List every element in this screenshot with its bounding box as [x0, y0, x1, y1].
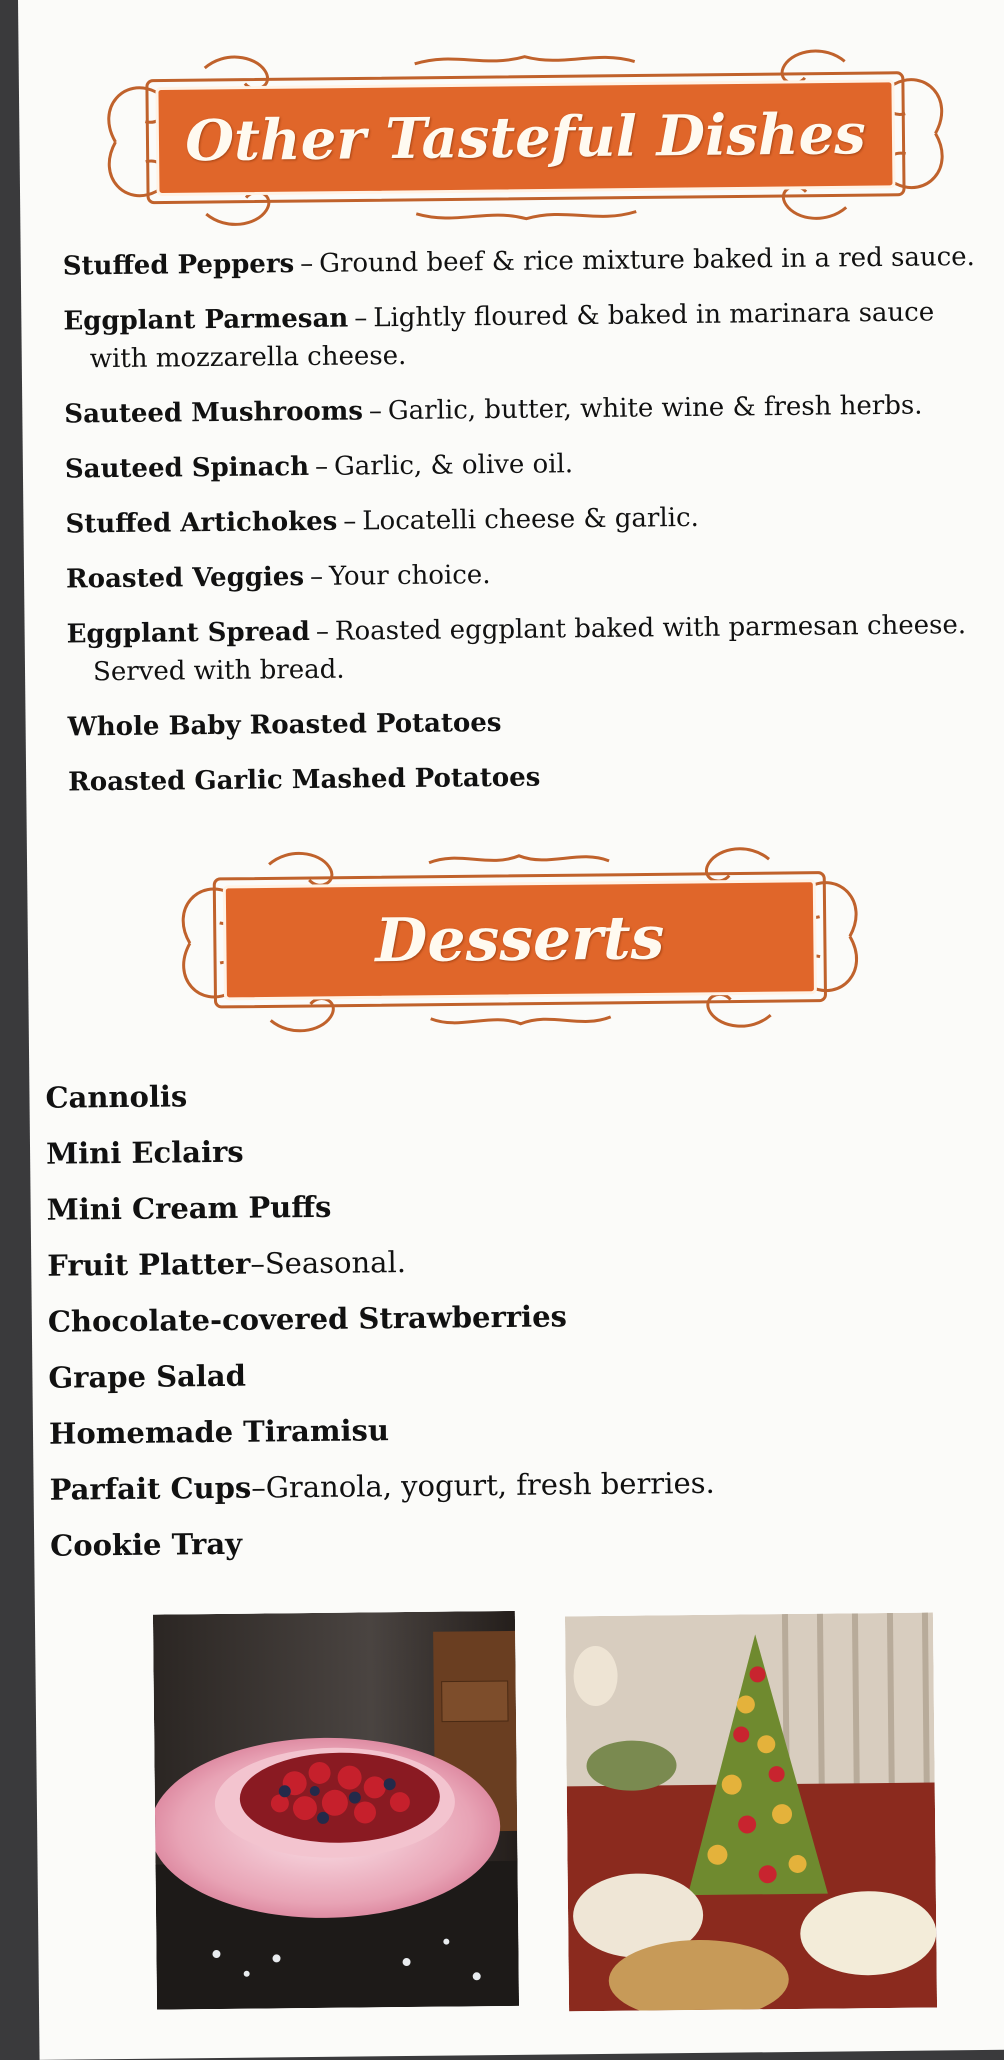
menu-item-name: Roasted Garlic Mashed Potatoes — [68, 762, 541, 798]
other-dishes-title: Other Tasteful Dishes — [184, 101, 866, 175]
other-dishes-banner — [84, 38, 966, 237]
menu-item-sauteed-mushrooms — [64, 386, 994, 434]
item-separator: – — [354, 303, 368, 334]
menu-item-description: Granola, yogurt, fresh berries. — [265, 1465, 715, 1505]
menu-item-name: Homemade Tiramisu — [48, 1413, 390, 1451]
item-separator: – — [315, 616, 330, 647]
menu-item-description: Ground beef & rice mixture baked in a red sauce. — [319, 241, 975, 279]
menu-item-stuffed-peppers — [63, 238, 993, 286]
menu-item-homemade-tiramisu — [49, 1404, 949, 1453]
item-separator: – — [300, 248, 314, 280]
other-dishes-list — [63, 238, 999, 819]
desserts-banner — [159, 836, 881, 1044]
desserts-title: Desserts — [374, 903, 665, 977]
menu-item-name: Eggplant Spread — [66, 616, 311, 650]
menu-item-name: Whole Baby Roasted Potatoes — [67, 707, 502, 743]
menu-item-mini-eclairs — [46, 1124, 946, 1173]
item-separator: – — [368, 396, 383, 427]
menu-item-stuffed-artichokes — [65, 496, 995, 544]
item-separator: – — [343, 506, 357, 537]
menu-item-roasted-garlic-mashed-potatoes — [68, 754, 998, 802]
menu-item-name: Roasted Veggies — [65, 562, 305, 595]
menu-item-name: Mini Eclairs — [45, 1134, 244, 1171]
item-separator: – — [314, 451, 329, 482]
item-separator: – — [251, 1470, 266, 1505]
menu-item-name: Stuffed Peppers — [62, 249, 295, 282]
fruit-tree-platter-photo — [565, 1613, 937, 2012]
menu-item-description: Roasted eggplant baked with parmesan cheese. Served with bread. — [92, 610, 967, 688]
menu-item-description: Garlic, & olive oil. — [333, 449, 574, 482]
menu-item-description: Seasonal. — [264, 1245, 407, 1281]
menu-item-description: Garlic, butter, white wine & fresh herbs. — [387, 390, 923, 427]
menu-item-name: Grape Salad — [48, 1358, 247, 1395]
menu-item-name: Parfait Cups — [49, 1470, 252, 1507]
item-separator: – — [309, 561, 324, 592]
menu-item-mini-cream-puffs — [46, 1180, 946, 1229]
menu-item-description: Locatelli cheese & garlic. — [362, 502, 700, 537]
menu-item-name: Stuffed Artichokes — [65, 506, 338, 540]
menu-item-cookie-tray — [50, 1516, 950, 1565]
menu-item-name: Cannolis — [45, 1079, 188, 1115]
desserts-list — [45, 1068, 950, 1581]
menu-item-cannolis — [45, 1068, 945, 1117]
menu-item-name: Sauteed Spinach — [64, 451, 310, 485]
menu-item-description: Your choice. — [328, 560, 491, 592]
menu-item-eggplant-spread — [66, 606, 997, 692]
menu-item-whole-baby-roasted-potatoes — [67, 699, 997, 747]
menu-item-sauteed-spinach — [65, 441, 995, 489]
item-separator: – — [250, 1246, 266, 1281]
menu-item-fruit-platter — [47, 1236, 947, 1285]
menu-item-chocolate-covered-strawberries — [48, 1292, 948, 1341]
berries-bowl-photo — [153, 1611, 519, 2010]
menu-item-name: Cookie Tray — [50, 1526, 243, 1563]
menu-item-grape-salad — [48, 1348, 948, 1397]
menu-item-name: Fruit Platter — [47, 1246, 251, 1283]
menu-item-name: Chocolate-covered Strawberries — [47, 1299, 568, 1339]
menu-item-name: Sauteed Mushrooms — [64, 396, 364, 430]
menu-item-eggplant-parmesan — [63, 293, 994, 379]
menu-item-parfait-cups — [49, 1460, 949, 1509]
menu-item-roasted-veggies — [66, 551, 996, 599]
menu-item-description: Lightly floured & baked in marinara sauce with mozzarella cheese. — [89, 297, 935, 375]
menu-page — [18, 0, 1004, 2060]
menu-item-name: Mini Cream Puffs — [46, 1189, 332, 1227]
menu-item-name: Eggplant Parmesan — [63, 303, 349, 337]
